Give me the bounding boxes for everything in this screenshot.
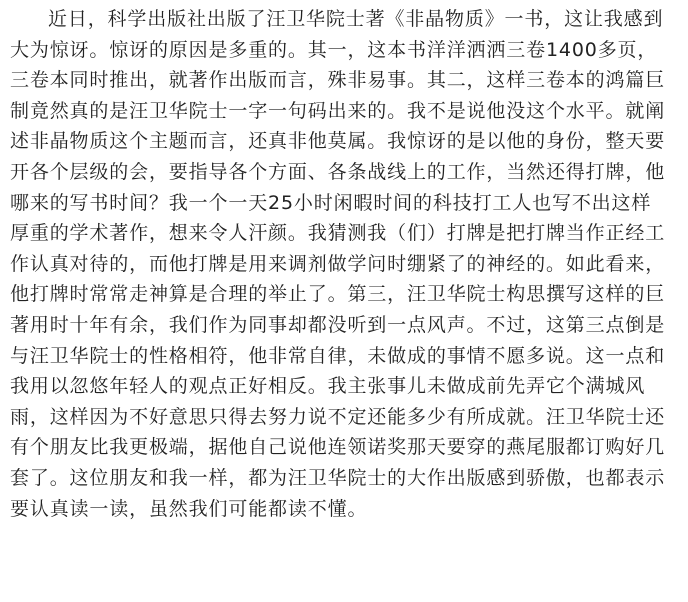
- text-line: 有个朋友比我更极端，据他自己说他连领诺奖那天要穿的燕尾服都订购好几: [10, 436, 666, 459]
- text-line: 与汪卫华院士的性格相符，他非常自律，未做成的事情不愿多说。这一点和: [10, 344, 666, 367]
- text-line: 著用时十年有余，我们作为同事却都没听到一点风声。不过，这第三点倒是: [10, 313, 666, 336]
- text-line: 他打牌时常常走神算是合理的举止了。第三，汪卫华院士构思撰写这样的巨: [10, 283, 666, 306]
- text-line: 开各个层级的会，要指导各个方面、各条战线上的工作，当然还得打牌，他: [10, 160, 666, 183]
- text-line: 作认真对待的，而他打牌是用来调剂做学问时绷紧了的神经的。如此看来，: [10, 252, 666, 275]
- text-line: 近日，科学出版社出版了汪卫华院士著《非晶物质》一书，这让我感到: [48, 8, 664, 30]
- text-line: 厚重的学术著作，想来令人汗颜。我猜测我（们）打牌是把打牌当作正经工: [10, 222, 666, 245]
- text-line: 哪来的写书时间？我一个一天25小时闲暇时间的科技打工人也写不出这样: [10, 191, 652, 214]
- text-line: 制竟然真的是汪卫华院士一字一句码出来的。我不是说他没这个水平。就阐: [10, 99, 666, 122]
- text-line: 述非晶物质这个主题而言，还真非他莫属。我惊讶的是以他的身份，整天要: [10, 130, 666, 153]
- text-line: 三卷本同时推出，就著作出版而言，殊非易事。其二，这样三卷本的鸿篇巨: [10, 69, 666, 92]
- text-line: 大为惊讶。惊讶的原因是多重的。其一，这本书洋洋洒洒三卷1400多页，: [10, 38, 658, 61]
- text-line: 雨，这样因为不好意思只得去努力说不定还能多少有所成就。汪卫华院士还: [10, 405, 666, 428]
- text-line: 套了。这位朋友和我一样，都为汪卫华院士的大作出版感到骄傲，也都表示: [10, 466, 666, 489]
- text-line: 要认真读一读，虽然我们可能都读不懂。: [10, 497, 368, 520]
- text-line: 我用以忽悠年轻人的观点正好相反。我主张事儿未做成前先弄它个满城风: [10, 375, 646, 398]
